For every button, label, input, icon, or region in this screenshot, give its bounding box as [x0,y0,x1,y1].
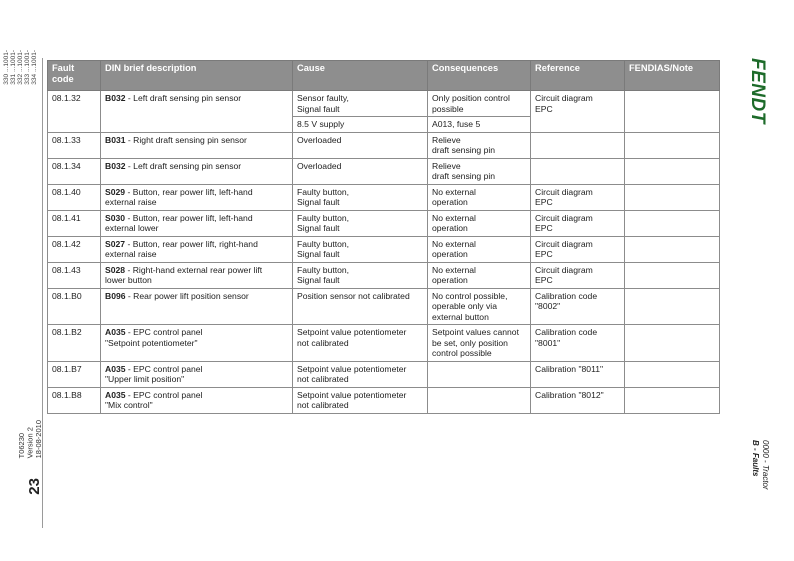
consequence: A013, fuse 5 [428,117,531,133]
din-description: A035 - EPC control panel "Mix control" [101,387,293,413]
page-number: 23 [26,478,43,495]
reference: Circuit diagram EPC [531,91,625,133]
model-330: 330 ...1001- [3,50,10,85]
section-title: B - Faults [751,440,760,477]
section-label [750,440,770,490]
table-row [48,132,720,158]
chapter-title: 0000 - Tractor [761,440,770,490]
din-description: S029 - Button, rear power lift, left-hand external raise [101,184,293,210]
note [625,132,720,158]
table-row [48,158,720,184]
consequence: No external operation [428,210,531,236]
fault-code: 08.1.B8 [48,387,101,413]
reference: Circuit diagram EPC [531,210,625,236]
table-row [48,184,720,210]
din-description: B096 - Rear power lift position sensor [101,288,293,325]
cause: Faulty button, Signal fault [293,236,428,262]
model-list [3,50,51,110]
note [625,325,720,362]
reference: Circuit diagram EPC [531,184,625,210]
consequence: Relieve draft sensing pin [428,158,531,184]
doc-version: Version 2 [25,427,35,459]
reference: Circuit diagram EPC [531,262,625,288]
consequence: No external operation [428,184,531,210]
din-description: A035 - EPC control panel "Setpoint potentiometer" [101,325,293,362]
consequence: Setpoint values cannot be set, only position control possible [428,325,531,362]
din-description: B031 - Right draft sensing pin sensor [101,132,293,158]
cause: 8.5 V supply [293,117,428,133]
cause: Setpoint value potentiometer not calibrated [293,325,428,362]
table-row [48,288,720,325]
fault-code: 08.1.B0 [48,288,101,325]
header-consequences: Consequences [428,61,531,91]
header-note: FENDIAS/Note [625,61,720,91]
cause: Position sensor not calibrated [293,288,428,325]
note [625,262,720,288]
cause: Faulty button, Signal fault [293,210,428,236]
din-description: B032 - Left draft sensing pin sensor [101,158,293,184]
cause: Setpoint value potentiometer not calibrated [293,387,428,413]
fault-code: 08.1.42 [48,236,101,262]
doc-code: T06230 [17,432,26,459]
table-header [48,61,720,91]
din-description: S030 - Button, rear power lift, left-hand external lower [101,210,293,236]
reference: Calibration "8012" [531,387,625,413]
din-description: B032 - Left draft sensing pin sensor [101,91,293,133]
table-row [48,236,720,262]
consequence: No external operation [428,236,531,262]
fault-code: 08.1.34 [48,158,101,184]
consequence: Relieve draft sensing pin [428,132,531,158]
din-description: S028 - Right-hand external rear power lift lower button [101,262,293,288]
brand-logo: FENDT [747,58,768,124]
fault-code: 08.1.33 [48,132,101,158]
cause: Faulty button, Signal fault [293,184,428,210]
note [625,158,720,184]
model-332: 332 ...1001- [17,50,24,85]
table-row [48,91,720,117]
note [625,184,720,210]
cause: Sensor faulty, Signal fault [293,91,428,117]
cause: Setpoint value potentiometer not calibrated [293,361,428,387]
header-din-description: DIN brief description [101,61,293,91]
note [625,91,720,133]
model-333: 333 ...1001- [24,50,31,85]
cause: Overloaded [293,158,428,184]
header-reference: Reference [531,61,625,91]
header-cause: Cause [293,61,428,91]
doc-date: 18-08-2010 [34,420,43,459]
reference [531,158,625,184]
din-description: S027 - Button, rear power lift, right-hand external raise [101,236,293,262]
table-row [48,387,720,413]
fault-code: 08.1.32 [48,91,101,133]
faults-table [47,60,720,414]
reference: Circuit diagram EPC [531,236,625,262]
table-row [48,210,720,236]
cause: Overloaded [293,132,428,158]
note [625,361,720,387]
fault-code: 08.1.41 [48,210,101,236]
model-334: 334 ...1001- [31,50,38,85]
consequence: No control possible, operable only via external button [428,288,531,325]
reference: Calibration code "8002" [531,288,625,325]
fault-code: 08.1.40 [48,184,101,210]
header-fault-code: Fault code [48,61,101,91]
note [625,288,720,325]
note [625,387,720,413]
model-331: 331 ...1001- [10,50,17,85]
note [625,210,720,236]
fault-code: 08.1.B7 [48,361,101,387]
consequence: Only position control possible [428,91,531,117]
consequence [428,361,531,387]
fault-code: 08.1.43 [48,262,101,288]
cause: Faulty button, Signal fault [293,262,428,288]
table-row [48,325,720,362]
fault-code: 08.1.B2 [48,325,101,362]
reference: Calibration "8011" [531,361,625,387]
table-row [48,361,720,387]
consequence: No external operation [428,262,531,288]
document-info [18,420,44,458]
note [625,236,720,262]
din-description: A035 - EPC control panel "Upper limit position" [101,361,293,387]
reference [531,132,625,158]
consequence [428,387,531,413]
reference: Calibration code "8001" [531,325,625,362]
table-row [48,262,720,288]
